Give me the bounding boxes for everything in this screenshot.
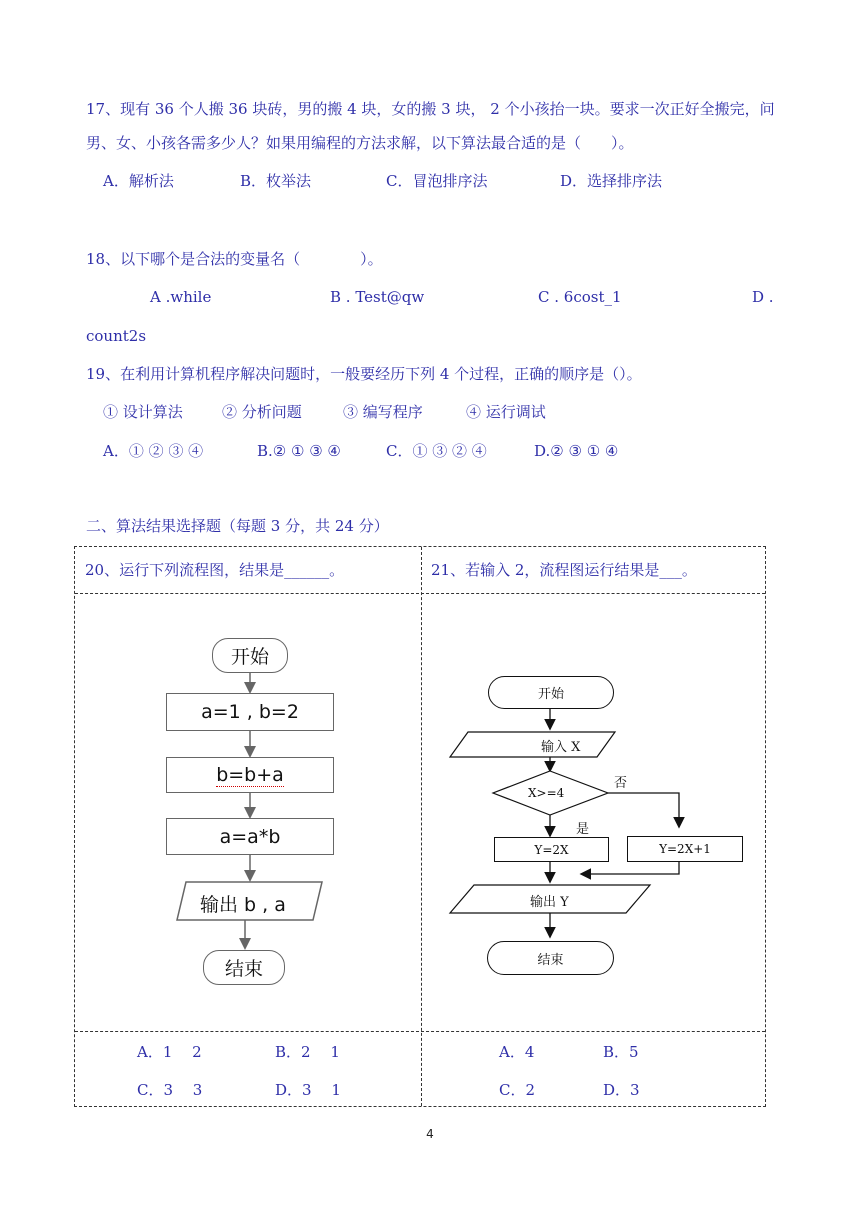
q21-output-label: 输出 Y <box>530 895 569 910</box>
question-18-text: 18、以下哪个是合法的变量名（ ）。 <box>86 250 383 268</box>
page-number: 4 <box>426 1127 434 1141</box>
q21-input-label: 输入 X <box>541 740 581 755</box>
q21-start-node: 开始 <box>488 676 614 709</box>
q17-option-a: A．解析法 <box>103 172 174 190</box>
q21-yes-label: 是 <box>576 822 590 837</box>
question-20-text: 20、运行下列流程图，结果是______。 <box>85 561 345 579</box>
q21-condition-label: X>=4 <box>528 786 565 800</box>
q19-option-d: D.② ③ ① ④ <box>534 442 619 460</box>
q20-step-3-node: a=a*b <box>166 818 334 855</box>
q21-input-shape <box>450 732 615 757</box>
q17-option-d: D．选择排序法 <box>560 172 663 190</box>
q17-option-b: B．枚举法 <box>240 172 312 190</box>
q21-option-c: C．2 <box>499 1081 536 1099</box>
q20-step-2-node <box>166 757 334 793</box>
q21-no-label: 否 <box>614 776 628 791</box>
q19-step-4: ④ 运行调试 <box>466 403 546 421</box>
q20-option-d: D．3 1 <box>275 1081 341 1099</box>
q17-option-c: C．冒泡排序法 <box>386 172 488 190</box>
q20-step-1-node: a=1 , b=2 <box>166 693 334 731</box>
q20-step-2-label: b=b+a <box>216 763 284 786</box>
q21-yes-branch-node: Y=2X <box>494 837 609 862</box>
q19-option-c: C．① ③ ② ④ <box>386 442 487 460</box>
section-2-title: 二、算法结果选择题（每题 3 分，共 24 分） <box>86 517 389 535</box>
question-17-text: 17、现有 36 个人搬 36 块砖，男的搬 4 块，女的搬 3 块， 2 个小孩抬一块。要求一次正好全搬完，问男、女、小孩各需多少人？如果用编程的方法求解，以下算法最合适的是（ ）。 <box>86 100 775 152</box>
q21-option-a: A．4 <box>499 1043 535 1061</box>
q21-end-node: 结束 <box>487 941 614 975</box>
q19-option-a: A．① ② ③ ④ <box>103 442 204 460</box>
q21-option-d: D．3 <box>603 1081 640 1099</box>
q21-option-b: B．5 <box>603 1043 639 1061</box>
q19-option-b: B.② ① ③ ④ <box>257 442 341 460</box>
question-21-text: 21、若输入 2，流程图运行结果是___。 <box>431 561 697 579</box>
q20-option-a: A．1 2 <box>137 1043 202 1061</box>
q20-option-c: C．3 3 <box>137 1081 203 1099</box>
q19-step-3: ③ 编写程序 <box>343 403 423 421</box>
q18-option-d-value: count2s <box>86 327 147 345</box>
q20-output-label: 输出 b , a <box>200 894 286 916</box>
q19-step-1: ① 设计算法 <box>103 403 183 421</box>
q18-option-c: C . 6cost_1 <box>538 288 622 306</box>
q18-option-d: D . <box>752 288 774 306</box>
question-19-text: 19、在利用计算机程序解决问题时，一般要经历下列 4 个过程，正确的顺序是（）。 <box>86 365 642 383</box>
q20-end-node: 结束 <box>203 950 285 985</box>
q19-step-2: ② 分析问题 <box>222 403 302 421</box>
q20-option-b: B．2 1 <box>275 1043 340 1061</box>
q18-option-a: A .while <box>150 288 212 306</box>
q21-no-branch-node: Y=2X+1 <box>627 836 743 862</box>
q20-start-node: 开始 <box>212 638 288 673</box>
q18-option-b: B . Test@qw <box>330 288 425 306</box>
